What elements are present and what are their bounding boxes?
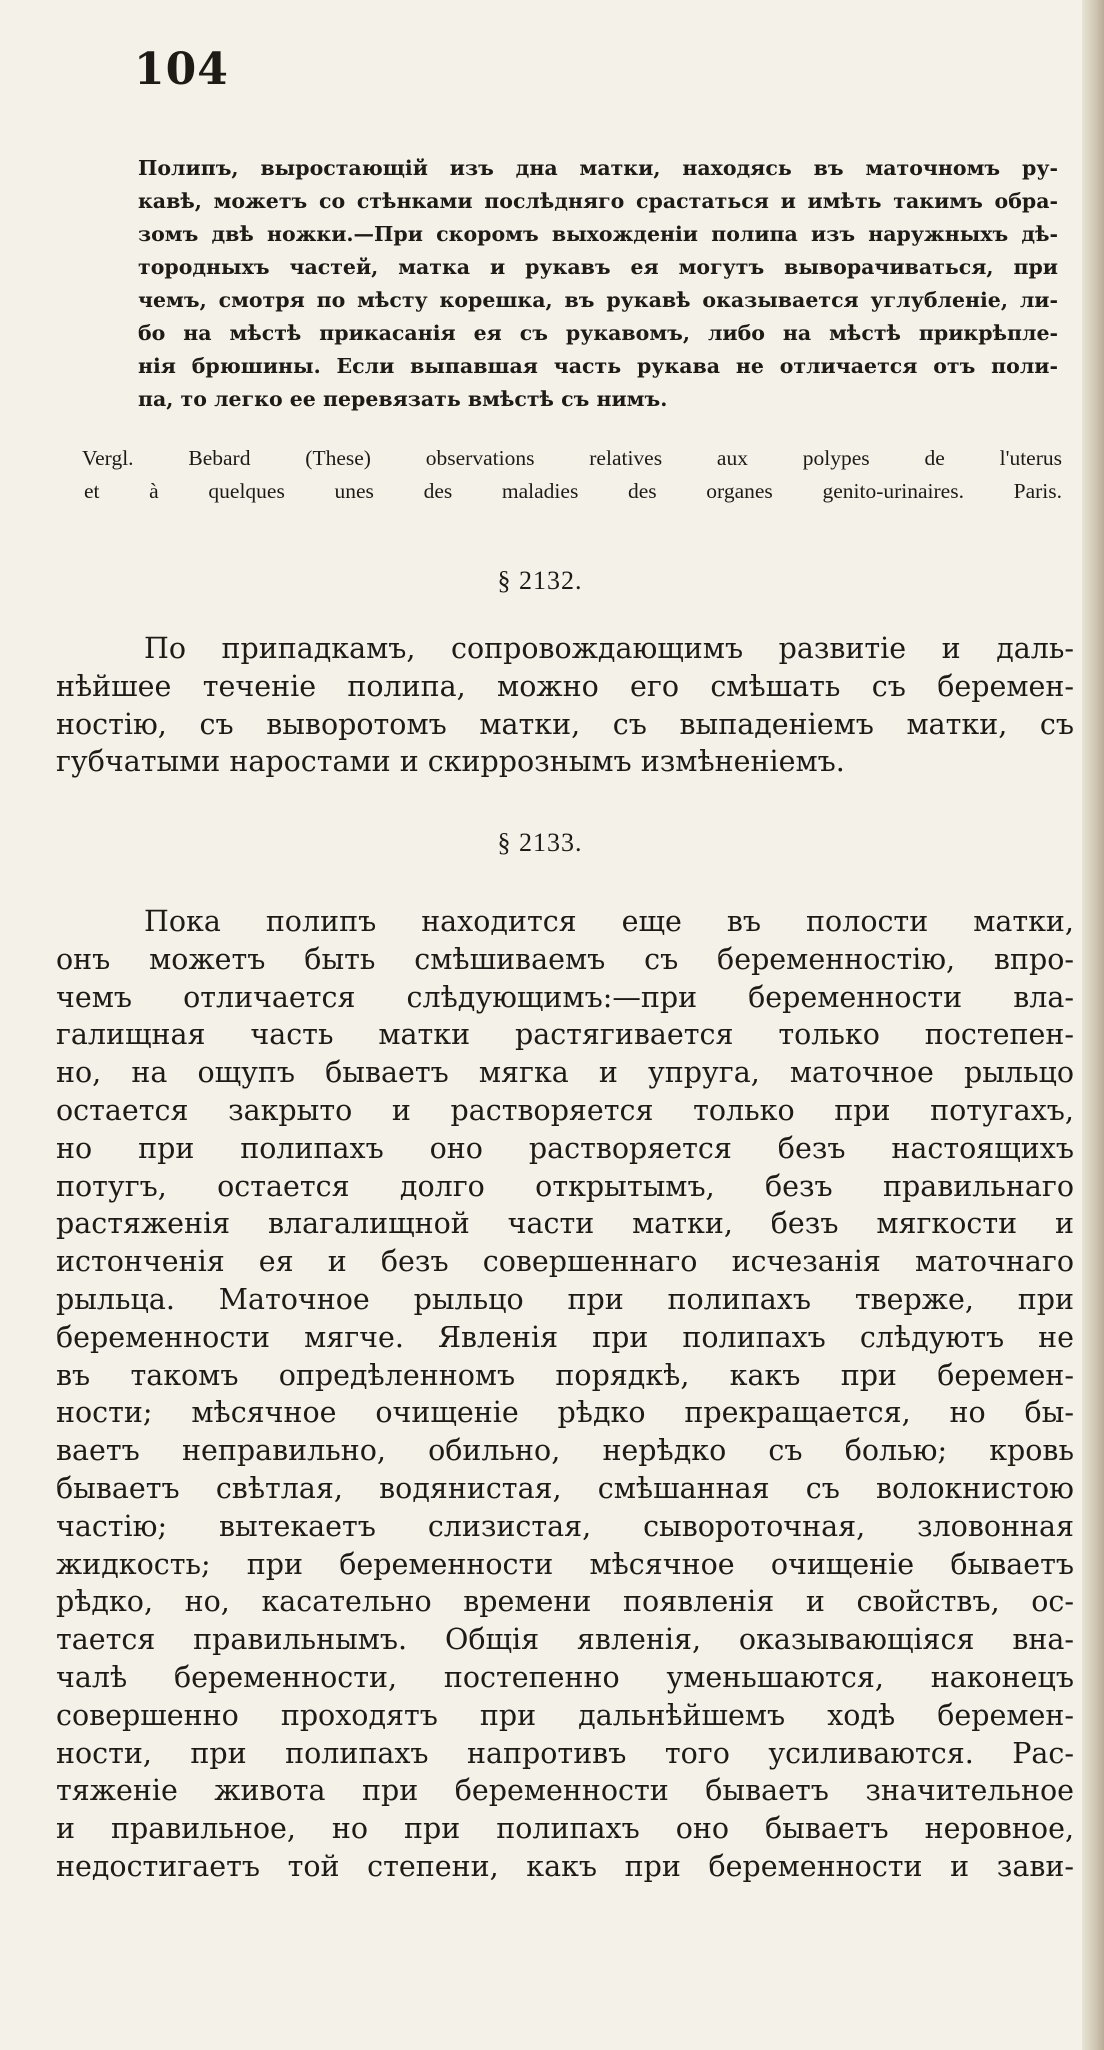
text-line: чалѣ беременности, постепенно уменьшаются, наконецъ	[56, 1660, 1074, 1694]
text-line: По припадкамъ, сопровождающимъ развитіе и даль-	[144, 632, 1074, 665]
text-line: кавѣ, можетъ со стѣнками послѣдняго срастаться и имѣть такимъ обра-	[138, 189, 1058, 213]
text-line: нія брюшины. Если выпавшая часть рукава не отличается отъ поли-	[138, 354, 1058, 378]
text-line: па, то легко ее перевязать вмѣстѣ съ нимъ.	[138, 387, 668, 411]
text-line: бо на мѣстѣ прикасанія ея съ рукавомъ, либо на мѣстѣ прикрѣпле-	[138, 321, 1058, 345]
text-line: ности, при полипахъ напротивъ того усиливаются. Рас-	[56, 1736, 1074, 1770]
text-line: Пока полипъ находится еще въ полости матки,	[144, 905, 1074, 938]
bibliographic-reference	[82, 442, 1062, 508]
text-line: остается закрыто и растворяется только при потугахъ,	[56, 1093, 1074, 1127]
text-line: чемъ отличается слѣдующимъ:—при беременности вла-	[56, 980, 1074, 1014]
section-heading-2133: § 2133.	[497, 828, 583, 857]
text-line: недостигаетъ той степени, какъ при беременности и зави-	[56, 1849, 1074, 1883]
page-edge-shadow	[1082, 0, 1104, 2050]
text-line: но, на ощупъ бываетъ мягка и упруга, маточное рыльцо	[56, 1056, 1074, 1090]
text-line: растяженія влагалищной части матки, безъ мягкости и	[56, 1207, 1074, 1241]
text-line: но при полипахъ оно растворяется безъ настоящихъ	[56, 1131, 1074, 1165]
section-2133-paragraph	[56, 903, 1074, 1886]
text-line: галищная часть матки растягивается только постепен-	[56, 1018, 1074, 1052]
text-line: истонченія ея и безъ совершеннаго исчезанія маточнаго	[56, 1245, 1074, 1279]
text-line: бываетъ свѣтлая, водянистая, смѣшанная съ волокнистою	[56, 1471, 1074, 1505]
text-line: жидкость; при беременности мѣсячное очищеніе бываетъ	[56, 1547, 1074, 1581]
text-line: и правильное, но при полипахъ оно бываетъ неровное,	[56, 1812, 1074, 1846]
text-line: зомъ двѣ ножки.—При скоромъ выхожденіи полипа изъ наружныхъ дѣ-	[138, 222, 1058, 246]
small-print-paragraph	[138, 152, 1058, 416]
reference-line: Vergl. Bebard (These) observations relatives aux polypes de l'uterus	[82, 446, 1062, 470]
text-line: беременности мягче. Явленія при полипахъ слѣдуютъ не	[56, 1320, 1074, 1354]
text-line: тородныхъ частей, матка и рукавъ ея могутъ выворачиваться, при	[138, 255, 1058, 279]
text-line: частію; вытекаетъ слизистая, сывороточная, зловонная	[56, 1509, 1074, 1543]
text-line: ностію, съ выворотомъ матки, съ выпаденіемъ матки, съ	[56, 707, 1074, 741]
text-line: чемъ, смотря по мѣсту корешка, въ рукавѣ оказывается углубленіе, ли-	[138, 288, 1058, 312]
text-line: ности; мѣсячное очищеніе рѣдко прекращается, но бы-	[56, 1396, 1074, 1430]
text-line: нѣйшее теченіе полипа, можно его смѣшать съ беремен-	[56, 669, 1074, 703]
text-line: губчатыми наростами и скиррознымъ измѣненіемъ.	[56, 745, 845, 779]
reference-line: et à quelques unes des maladies des organes genito-urinaires. Paris.	[84, 479, 1062, 503]
text-line: рѣдко, но, касательно времени появленія и свойствъ, ос-	[56, 1585, 1074, 1619]
section-heading-2132: § 2132.	[497, 566, 583, 595]
text-line: ваетъ неправильно, обильно, нерѣдко съ болью; кровь	[56, 1434, 1074, 1468]
text-line: рыльца. Маточное рыльцо при полипахъ тверже, при	[56, 1282, 1074, 1316]
text-line: тяженіе живота при беременности бываетъ значительное	[56, 1774, 1074, 1808]
text-line: онъ можетъ быть смѣшиваемъ съ беременностію, впро-	[56, 942, 1074, 976]
text-line: совершенно проходятъ при дальнѣйшемъ ходѣ беремен-	[56, 1698, 1074, 1732]
text-line: потугъ, остается долго открытымъ, безъ правильнаго	[56, 1169, 1074, 1203]
text-line: Полипъ, выростающій изъ дна матки, находясь въ маточномъ ру-	[138, 156, 1058, 180]
page-number: 104	[134, 44, 229, 95]
text-line: тается правильнымъ. Общія явленія, оказывающіяся вна-	[56, 1623, 1074, 1657]
section-2132-paragraph	[56, 630, 1074, 781]
text-line: въ такомъ опредѣленномъ порядкѣ, какъ при беремен-	[56, 1358, 1074, 1392]
